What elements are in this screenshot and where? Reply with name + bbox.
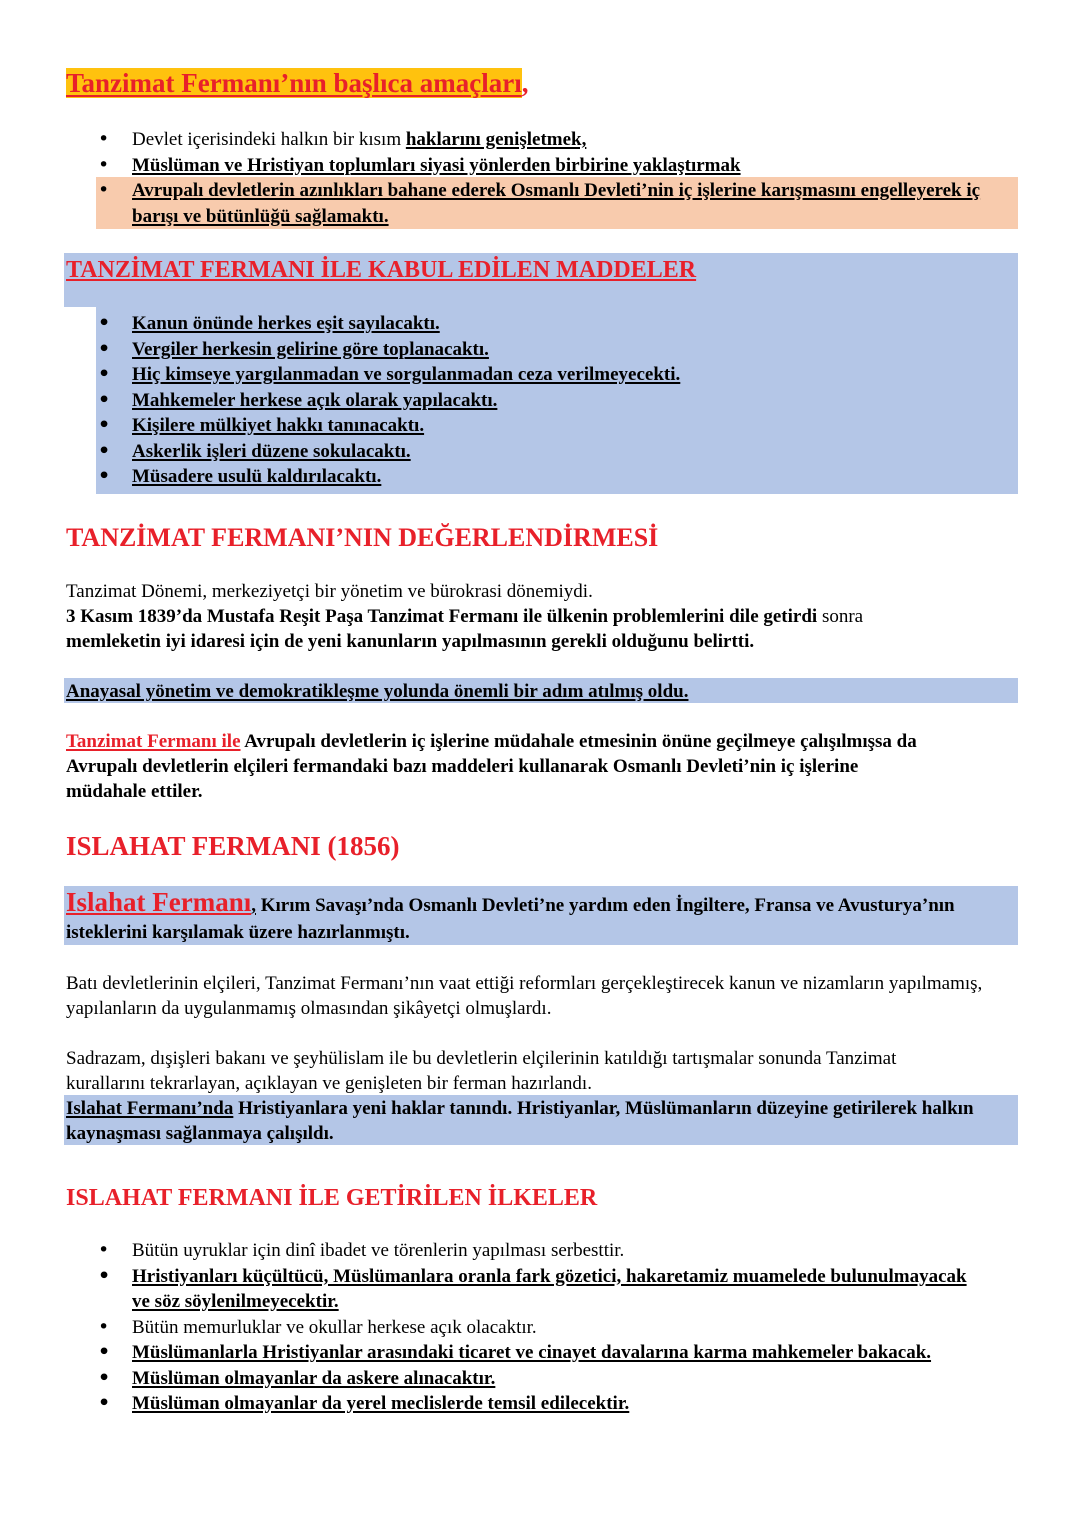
list-item: • Hiç kimseye yargılanmadan ve sorgulanmadan ceza verilmeyecekti. [98,362,998,388]
list-item: • Kanun önünde herkes eşit sayılacaktı. [98,311,998,337]
list-item: • Hristiyanları küçültücü, Müslümanlara oranla fark gözetici, hakaretamiz muamelede bulunulmayacak ve söz söylenilmeyecektir. [98,1264,978,1315]
section3-highlight-text: Anayasal yönetim ve demokratikleşme yolunda önemli bir adım atılmış oldu. [66,681,689,702]
section1-title-comma: , [521,68,529,98]
section2-title: TANZİMAT FERMANI İLE KABUL EDİLEN MADDELER [66,257,697,283]
list-item: • Mahkemeler herkese açık olarak yapılacaktı. [98,388,998,414]
section4-title: ISLAHAT FERMANI (1856) [66,831,400,861]
list-item: • Müslüman olmayanlar da yerel meclislerde temsil edilecektir. [98,1391,978,1417]
list-item: • Avrupalı devletlerin azınlıkları bahane ederek Osmanlı Devleti’nin iç işlerine karışmasını engelleyerek iç barışı ve bütünlüğü sağlamaktı. [98,178,998,229]
section4-para1: Batı devletlerinin elçileri, Tanzimat Fermanı’nın vaat ettiği reformları gerçekleştirecek kanun ve nizamların yapılmamış, yapılanların da uygulanmamış olmasından şikâyetçi olmuşlardı. [66,973,983,1019]
section4-para2: Sadrazam, dışişleri bakanı ve şeyhülislam ile bu devletlerin elçilerinin katıldığı tartışmalar sonunda Tanzimat kurallarını tekrarlayan, açıklayan ve genişleten bir ferman hazırlandı. [66,1048,897,1094]
list-item: • Bütün uyruklar için dinî ibadet ve törenlerin yapılması serbesttir. [98,1238,978,1264]
list-item: • Müslüman ve Hristiyan toplumları siyasi yönlerden birbirine yaklaştırmak [98,153,998,179]
section5-list [98,1238,978,1417]
section1-list [98,127,998,229]
section3-para3: Tanzimat Fermanı ile Avrupalı devletlerin iç işlerine müdahale etmesinin önüne geçilmeye çalışılmışsa da Avrupalı devletlerin elçileri fermandaki bazı maddeleri kullanarak Osmanlı Devleti’nin iç işlerine müdahale ettiler. [66,731,917,802]
list-item: • Müslüman olmayanlar da askere alınacaktır. [98,1366,978,1392]
list-item: • Devlet içerisindeki halkın bir kısım haklarını genişletmek, [98,127,998,153]
list-item: • Vergiler herkesin gelirine göre toplanacaktı. [98,337,998,363]
section4-para3: Islahat Fermanı’nda Hristiyanlara yeni haklar tanındı. Hristiyanlar, Müslümanların düzeyine getirilerek halkın kaynaşması sağlanmaya çalışıldı. [66,1098,974,1144]
section2-list [98,311,998,490]
section3-title: TANZİMAT FERMANI’NIN DEĞERLENDİRMESİ [66,523,659,552]
list-item: • Kişilere mülkiyet hakkı tanınacaktı. [98,413,998,439]
list-item: • Bütün memurluklar ve okullar herkese açık olacaktır. [98,1315,978,1341]
list-item: • Müslümanlarla Hristiyanlar arasındaki ticaret ve cinayet davalarına karma mahkemeler bakacak. [98,1340,978,1366]
section1-title [66,66,528,100]
section3-para2-line2: memleketin iyi idaresi için de yeni kanunların yapılmasının gerekli olduğunu belirtti. [66,631,755,652]
section3-para1: Tanzimat Dönemi, merkeziyetçi bir yönetim ve bürokrasi dönemiydi. [66,581,593,602]
list-item: • Askerlik işleri düzene sokulacaktı. [98,439,998,465]
list-item: • Müsadere usulü kaldırılacaktı. [98,464,998,490]
section5-title: ISLAHAT FERMANI İLE GETİRİLEN İLKELER [66,1185,598,1211]
section1-title-text: Tanzimat Fermanı’nın başlıca amaçları [66,68,522,98]
section3-para2: 3 Kasım 1839’da Mustafa Reşit Paşa Tanzimat Fermanı ile ülkenin problemlerini dile getirdi sonra [66,606,864,627]
section4-intro: Islahat Fermanı, Kırım Savaşı’nda Osmanlı Devleti’ne yardım eden İngiltere, Fransa ve Avusturya’nın isteklerini karşılamak üzere hazırlanmıştı. [66,887,955,943]
